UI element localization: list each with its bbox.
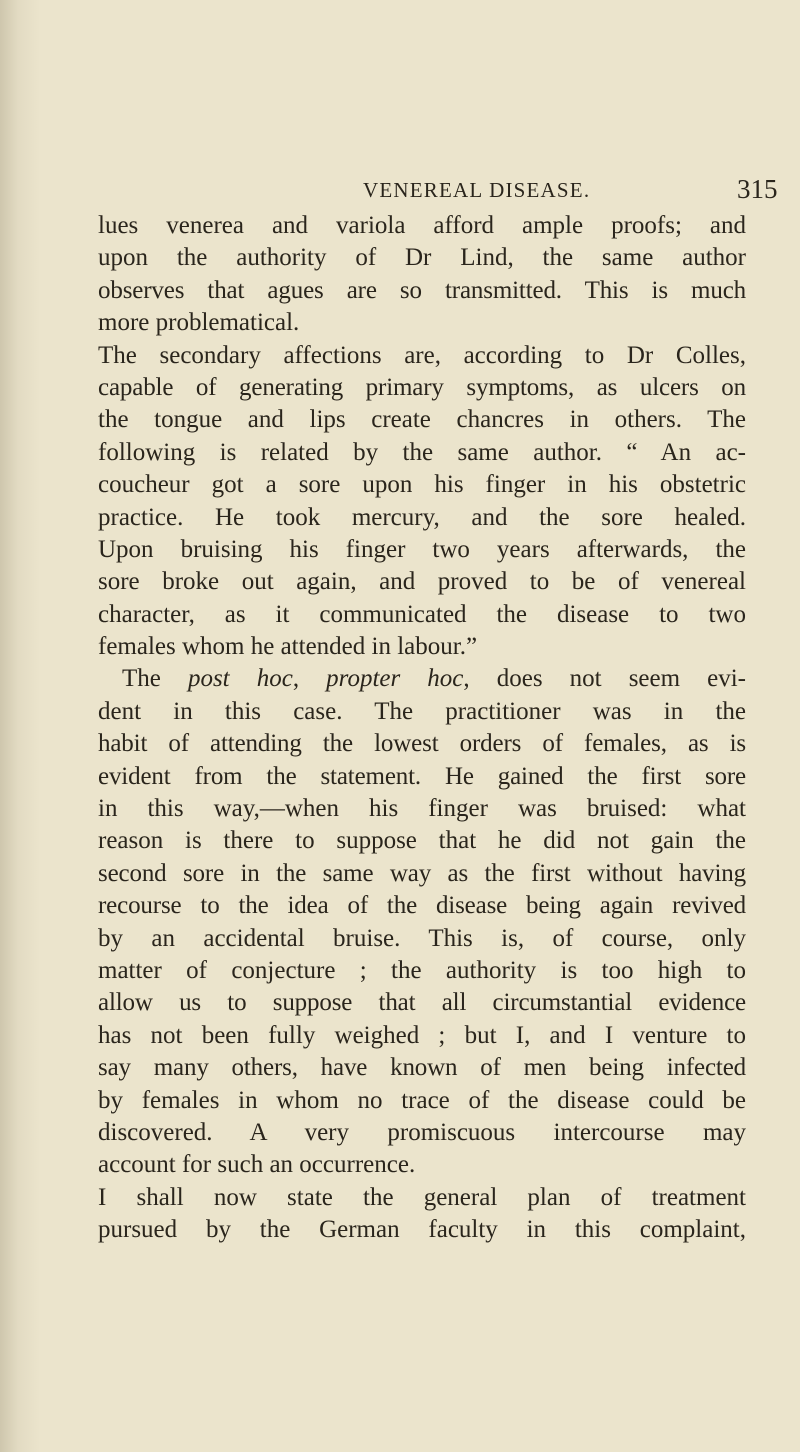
text-line: I shall now state the general plan of treatment: [98, 1183, 746, 1211]
text-line: observes that agues are so transmitted. This is much: [98, 276, 746, 304]
text-line: The secondary affections are, according to Dr Colles,: [98, 341, 746, 369]
text-line: sore broke out again, and proved to be of venereal: [98, 568, 746, 596]
text-line: dent in this case. The practitioner was in the: [98, 697, 746, 725]
text-line: by females in whom no trace of the disease could be: [98, 1086, 746, 1114]
running-head: VENEREAL DISEASE.: [363, 178, 591, 202]
text-line: in this way,—when his finger was bruised: what: [98, 795, 746, 823]
text-line: discovered. A very promiscuous intercourse may: [98, 1118, 746, 1146]
text-run: , does not seem evi-: [463, 665, 747, 693]
text-line-italic-phrases: [98, 663, 746, 695]
text-run: ,: [292, 665, 327, 693]
text-line: practice. He took mercury, and the sore healed.: [98, 503, 746, 531]
text-line: following is related by the same author. “ An ac-: [98, 438, 746, 466]
italic-phrase-post-hoc: post hoc: [187, 665, 293, 693]
text-line: evident from the statement. He gained the first sore: [98, 762, 746, 790]
text-line: character, as it communicated the disease to two: [98, 600, 746, 628]
italic-phrase-propter-hoc: propter hoc: [326, 665, 464, 693]
body-text: [98, 210, 746, 1247]
text-line: pursued by the German faculty in this complaint,: [98, 1216, 746, 1244]
text-line: coucheur got a sore upon his finger in his obstetric: [98, 471, 746, 499]
text-line: allow us to suppose that all circumstantial evidence: [98, 989, 746, 1017]
text-line: by an accidental bruise. This is, of course, only: [98, 924, 746, 952]
text-line: reason is there to suppose that he did not gain the: [98, 827, 746, 855]
page-number: 315: [737, 174, 778, 204]
text-run: The: [122, 665, 188, 693]
text-line: account for such an occurrence.: [98, 1151, 416, 1179]
text-line: lues venerea and variola afford ample proofs; and: [98, 212, 746, 239]
text-line: Upon bruising his finger two years afterwards, the: [98, 535, 746, 563]
text-line: matter of conjecture ; the authority is too high to: [98, 956, 746, 984]
text-line: second sore in the same way as the first without having: [98, 859, 746, 887]
text-line: upon the authority of Dr Lind, the same author: [98, 244, 746, 272]
text-line: more problematical.: [98, 309, 300, 337]
text-line: the tongue and lips create chancres in others. The: [98, 406, 746, 434]
text-line: say many others, have known of men being infected: [98, 1054, 746, 1082]
text-line: recourse to the idea of the disease being again revived: [98, 892, 746, 920]
text-line: capable of generating primary symptoms, as ulcers on: [98, 373, 746, 401]
text-line: has not been fully weighed ; but I, and I venture to: [98, 1021, 746, 1049]
text-line: females whom he attended in labour.”: [98, 633, 478, 661]
page-header: [0, 174, 800, 208]
text-line: habit of attending the lowest orders of females, as is: [98, 730, 746, 758]
